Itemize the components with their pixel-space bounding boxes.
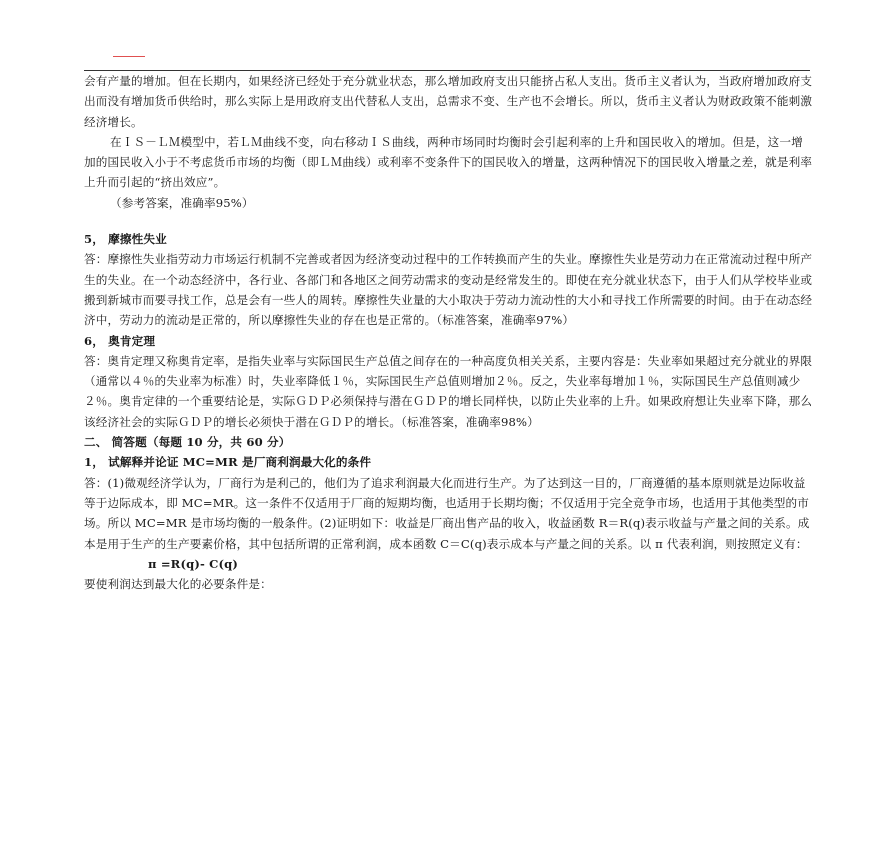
answer-note-95: （参考答案，准确率95%） <box>110 195 254 210</box>
paragraph-frictional-unemployment: 答：摩擦性失业指劳动力市场运行机制不完善或者因为经济变动过程中的工作转换而产生的失业。摩擦性失业是劳动力在正常流动过程中所产生的失业。在一个动态经济中，各行业、各部门和各地区之间劳动需求的变动是经常发生的。即使在充分就业状态下，由于人们从学校毕业或搬到新城市而要寻找工作，总是会有一些人的周转。摩擦性失业量的大小取决于劳动力流动性的大小和寻找工作所需要的时间。由于在动态经济中，劳动力的流动是正常的，所以摩擦性失业的存在也是正常的。（标准答案，准确率97%） <box>84 252 813 328</box>
paragraph-crowding-islm: 在ＩＳ－ＬＭ模型中，若ＬＭ曲线不变，向右移动ＩＳ曲线，两种市场同时均衡时会引起利率的上升和国民收入的增加。但是，这一增加的国民收入小于不考虑货币市场的均衡（即ＬＭ曲线）或利率不变条件下的国民收入的增量，这两种情况下的国民收入增量之差，就是利率上升而引起的“挤出效应”。 <box>84 134 813 190</box>
paragraph-okun-law: 答：奥肯定理又称奥肯定率，是指失业率与实际国民生产总值之间存在的一种高度负相关关系，主要内容是：失业率如果超过充分就业的界限（通常以４％的失业率为标准）时，失业率降低１％，实际国民生产总值则增加２％。反之，失业率每增加１％，实际国民生产总值则减少２％。奥肯定律的一个重要结论是，实际ＧＤＰ必须保持与潜在ＧＤＰ的增长同样快，以防止失业率的上升。如果政府想让失业率下降，那么该经济社会的实际ＧＤＰ的增长必须快于潜在ＧＤＰ的增长。（标准答案，准确率98%） <box>84 353 813 429</box>
section-heading-short-answer: 二、 简答题（每题 10 分，共 60 分） <box>84 435 291 450</box>
header-mark <box>113 56 145 57</box>
profit-formula: π =R(q)- C(q) <box>148 556 239 571</box>
heading-okun-law: 6， 奥肯定理 <box>84 333 156 348</box>
paragraph-crowding-monetarist: 会有产量的增加。但在长期内，如果经济已经处于充分就业状态，那么增加政府支出只能挤占私人支出。货币主义者认为，当政府增加政府支出而没有增加货币供给时，那么实际上是用政府支出代替私人支出，总需求不变、生产也不会增长。所以，货币主义者认为财政政策不能刺激经济增长。 <box>84 74 813 129</box>
heading-frictional-unemployment: 5， 摩擦性失业 <box>84 232 167 247</box>
heading-mc-mr: 1， 试解释并论证 MC=MR 是厂商利润最大化的条件 <box>84 455 372 470</box>
paragraph-necessary-condition: 要使利润达到最大化的必要条件是： <box>84 577 272 592</box>
document-body <box>84 71 814 594</box>
spacer <box>84 213 814 229</box>
paragraph-mc-mr: 答：(1)微观经济学认为，厂商行为是利己的，他们为了追求利润最大化而进行生产。为了达到这一目的，厂商遵循的基本原则就是边际收益等于边际成本，即 MC=MR。这一条件不仅适用于厂商的短期均衡，也适用于长期均衡；不仅适用于完全竞争市场，也适用于其他类型的市场。所以 MC=MR 是市场均衡的一般条件。(2)证明如下：收益是厂商出售产品的收入，收益函数 R＝R(q)表示收益与产量之间的关系。成本是用于生产的生产要素价格，其中包括所谓的正常利润，成本函数 C＝C(q)表示成本与产量之间的关系。以 π 代表利润，则按照定义有： <box>84 475 810 551</box>
